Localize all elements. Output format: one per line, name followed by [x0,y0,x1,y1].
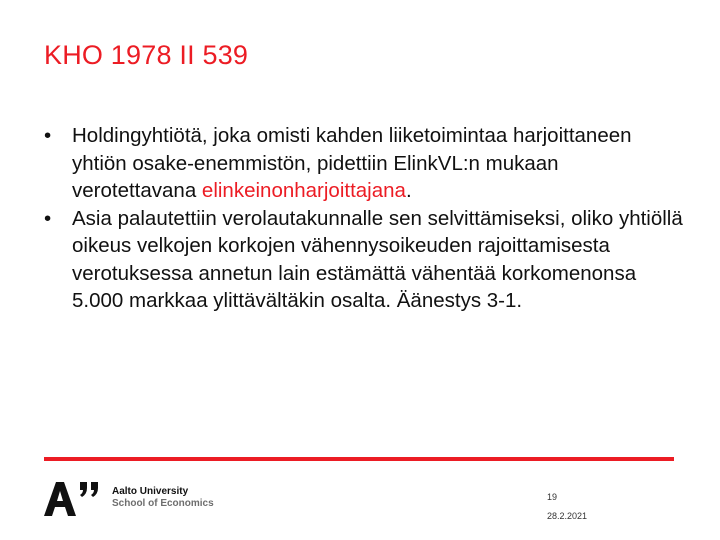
bullet-symbol: • [44,206,52,230]
bullet-symbol: • [44,124,52,147]
slide-title: KHO 1978 II 539 [44,40,249,70]
page-number: 19 [547,492,558,502]
bullet-highlight: elinkeinonharjoittajana [201,179,406,202]
bullet-text: Holdingyhtiötä, joka omisti kahden liiketoimintaa harjoittaneen yhtiön osake-enemmistön, pidettiin Elink​VL:n mukaan verotettavana [72,124,632,202]
slide-date: 28.2.2021 [547,511,588,521]
footer-divider [44,457,674,461]
bullet-item [44,205,684,315]
bullet-text: Asia palautettiin verolautakunnalle sen selvittämiseksi, oliko yhtiöllä oikeus velkojen korkojen vähennysoikeuden rajoittamisesta verotuksessa annetun lain estämättä vähentää korkomenonsa 5.000 markkaa ylittäväl​täkin osalta. Äänestys 3-1. [72,206,683,312]
bullet-text-end: . [405,179,412,202]
org-name: Aalto University [112,486,189,497]
bullet-item [44,122,684,205]
org-label [112,486,214,510]
school-name: School of Economics [112,498,214,509]
bullet-list [44,122,684,315]
aalto-logo-icon [44,478,104,518]
